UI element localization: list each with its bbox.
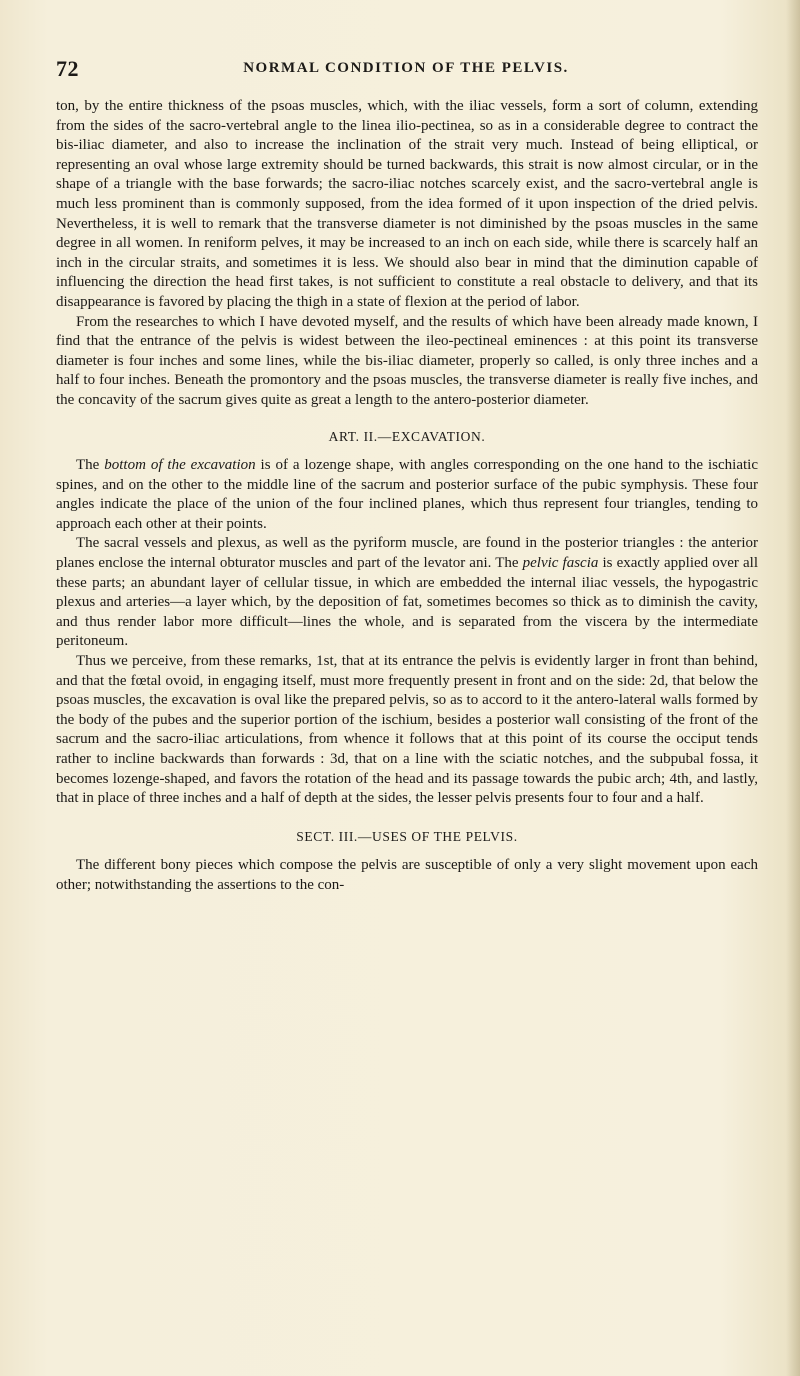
heading-art-2-excavation: ART. II.—EXCAVATION. (328, 428, 486, 444)
emphasis-pelvic-fascia: pelvic fascia (522, 555, 599, 572)
page-header (56, 56, 756, 84)
paragraph-thus-we-perceive: Thus we perceive, from these remarks, 1st, that at its entrance the pelvis is evidently larger in front than behind, and that the fœtal ovoid, in engaging itself, must more frequently present in front and on the side: 2d, that below the psoas muscles, the excavation is oval like the prepared pelvis, so as to accord to it the antero-lateral walls formed by the body of the pubes and the superior portion of the ischium, besides a posterior wall consisting of the front of the sacrum and the sacro-iliac articulations, from whence it follows that at this point of its course the occiput tends rather to incline backwards than forwards : 3d, that on a line with the sciatic notches, and the subpubal fossa, it becomes lozenge-shaped, and favors the rotation of the head and its passage towards the pubic arch; 4th, and lastly, that in place of three inches and a half of depth at the sides, the lesser pelvis presents four to four and a half. (56, 653, 758, 807)
page-number: 72 (56, 56, 79, 81)
paragraph-continuation: ton, by the entire thickness of the psoas muscles, which, with the iliac vessels, form a sort of column, extending from the sides of the sacro-vertebral angle to the linea ilio-pectinea, so as in a considerable degree to contract the bis-iliac diameter, and also to increase the inclination of the strait very much. Instead of being elliptical, or representing an oval whose large extremity should be turned backwards, this strait is now almost circular, or in the shape of a triangle with the base forwards; the sacro-iliac notches scarcely exist, and the sacro-vertebral angle is much less prominent than is commonly supposed, from the idea formed of it upon inspection of the dried pelvis. Nevertheless, it is well to remark that the transverse diameter is not diminished by the psoas muscles in the same degree in all women. In reniform pelves, it may be increased to an inch on each side, while there is scarcely half an inch in the circular straits, and sometimes it is less. We should also bear in mind that the diminution capable of influencing the direction the head first takes, is not sufficient to constitute a real obstacle to delivery, and that its disappearance is favored by placing the thigh in a state of flexion at the period of labor. (56, 98, 758, 310)
paragraph-bottom-of-excavation: The bottom of the excavation is of a lozenge shape, with angles corresponding on the one hand to the ischiatic spines, and on the other to the middle line of the sacrum and posterior surface of the pubic symphysis. These four angles indicate the place of the union of the four inclined planes, which thus represent four triangles, tending to approach each other at their points. (56, 457, 758, 532)
paragraph-bony-pieces: The different bony pieces which compose the pelvis are susceptible of only a very slight movement upon each other; notwithstanding the assertions to the con- (56, 857, 758, 893)
emphasis-bottom-of-excavation: bottom of the excavation (104, 457, 256, 474)
body-text (56, 97, 758, 896)
page-edge-shadow (786, 0, 800, 1376)
paragraph-sacral-vessels: The sacral vessels and plexus, as well as the pyriform muscle, are found in the posterior triangles : the anterior planes enclose the internal obturator muscles and part of the levator ani. The pelvic fascia is exactly applied over all these parts; an abundant layer of cellular tissue, in which are embedded the internal iliac vessels, the hypogastric plexus and arteries—a layer which, by the deposition of fat, sometimes becomes so thick as to diminish the cavity, and thus render labor more difficult—lines the whole, and is separated from the viscera by the intermediate peritoneum. (56, 535, 759, 650)
heading-sect-3-uses: SECT. III.—USES OF THE PELVIS. (296, 828, 518, 844)
running-head: NORMAL CONDITION OF THE PELVIS. (243, 60, 569, 76)
paragraph-researches: From the researches to which I have devoted myself, and the results of which have been already made known, I find that the entrance of the pelvis is widest between the ileo-pectineal eminences : at this point its transverse diameter is four inches and some lines, while the bis-iliac diameter, properly so called, is only three inches and a half to four inches. Beneath the promontory and the psoas muscles, the transverse diameter is really five inches, and the concavity of the sacrum gives quite as great a length to the antero-posterior diameter. (56, 313, 758, 408)
